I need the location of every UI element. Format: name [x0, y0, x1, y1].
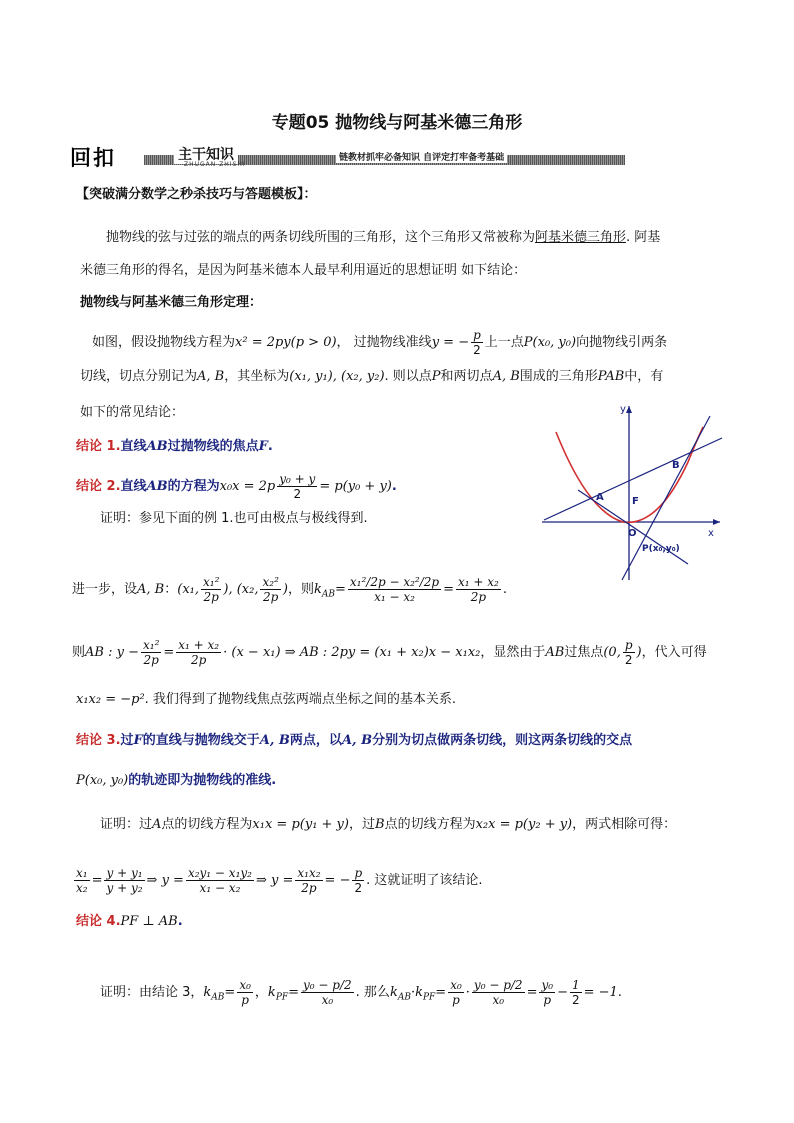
text: . [177, 914, 183, 929]
text: 如图，假设抛物线方程为 [92, 335, 236, 350]
label-p: P(x₀,y₀) [642, 544, 680, 554]
math: = [435, 985, 447, 1000]
conclusion-1 [76, 439, 273, 455]
setup-line-3: 如下的常见结论： [80, 405, 185, 420]
conclusion-label: 结论 3. [76, 733, 121, 748]
denominator: y + y₂ [106, 881, 143, 895]
proof-3 [100, 817, 676, 833]
subscript: AB [211, 992, 225, 1003]
banner-zhugan: 主干知识 [174, 144, 238, 164]
text: . 那么 [355, 985, 390, 1000]
text: . [502, 582, 507, 597]
math: AB [146, 439, 168, 454]
math: − [557, 985, 568, 1000]
text: 的轨迹即为抛物线的准线. [128, 773, 277, 788]
math: A, B [492, 369, 520, 384]
denominator: 2p [203, 590, 219, 604]
text: 中，有 [624, 369, 664, 384]
fraction [141, 638, 161, 667]
fraction [448, 978, 464, 1007]
conclusion-label: 结论 4. [76, 914, 121, 929]
math: ), (x₂, [223, 582, 259, 597]
text: ， [254, 985, 268, 1000]
denominator: p [452, 993, 460, 1007]
term: x₂²/2p [403, 575, 440, 589]
numerator: x₁ + x₂ [178, 638, 220, 652]
fraction [260, 575, 280, 604]
numerator: y₀ − p/2 [473, 978, 523, 992]
numerator: x₀ [450, 978, 462, 992]
math: ) [282, 582, 288, 597]
text: . [267, 439, 273, 454]
numerator: x₁ [76, 866, 88, 880]
math: F [133, 733, 143, 748]
math: ⇒ y = [146, 873, 184, 888]
math: F [258, 439, 268, 454]
intro-text: . 阿基 [626, 230, 661, 245]
fraction [301, 978, 354, 1007]
math: B [375, 817, 385, 832]
slope: k [389, 985, 398, 1000]
math: · [465, 985, 470, 1000]
label-f: F [632, 496, 639, 507]
math: = − [324, 873, 351, 888]
fraction [623, 638, 635, 667]
label-a: A [596, 492, 604, 503]
numerator: x₂y₁ − x₁y₂ [187, 866, 252, 880]
conclusion-2 [76, 472, 397, 501]
parabola-equation: x² = 2py(p > 0) [235, 335, 337, 350]
setup-line-1 [92, 328, 667, 357]
text: ， 过抛物线准线 [336, 335, 432, 350]
denominator: p [543, 993, 552, 1007]
text: ，显然由于 [480, 645, 546, 660]
subscript: PF [275, 992, 289, 1003]
subscript: AB [397, 992, 411, 1003]
denominator: x₀ [492, 993, 505, 1007]
y-axis-label: y [620, 404, 626, 415]
denominator: 2p [263, 590, 279, 604]
math: = [91, 873, 103, 888]
denominator: 2 [473, 343, 481, 357]
step-line [72, 575, 507, 604]
text: ： [164, 582, 178, 597]
slope: k [313, 582, 322, 597]
numerator: 1 [571, 978, 580, 992]
denominator: p [241, 993, 249, 1007]
fraction [104, 866, 144, 895]
slope: k [203, 985, 212, 1000]
section-header: 【突破满分数学之秒杀技巧与答题模板】： [76, 187, 317, 202]
fraction [570, 978, 582, 1007]
denominator: x₂ [76, 881, 88, 895]
math: = [443, 582, 454, 597]
fraction [471, 328, 483, 357]
math: = [288, 985, 300, 1000]
label-b: B [672, 460, 680, 471]
math: A, B [259, 733, 290, 748]
fraction [277, 472, 317, 501]
proof-4 [100, 978, 622, 1007]
conclusion-3-cont [76, 773, 276, 789]
point-p: P(x₀, y₀) [523, 335, 577, 350]
slope: k [415, 985, 423, 1000]
text: 证明：过 [100, 817, 153, 832]
numerator: p [624, 638, 633, 652]
text: . 我们得到了抛物线焦点弦两端点坐标之间的基本关系. [144, 692, 457, 707]
archimedes-link: 阿基米德三角形 [535, 230, 627, 245]
text: 进一步，设 [72, 582, 138, 597]
numerator: y₀ − p/2 [303, 978, 352, 992]
label-o: O [628, 528, 637, 539]
subscript: AB [321, 589, 335, 600]
math: = [526, 985, 538, 1000]
math: (0, [603, 645, 621, 660]
denominator: 2 [354, 881, 363, 895]
text: 证明：由结论 3， [100, 985, 204, 1000]
math: · (x − x₁) ⇒ AB : 2py = (x₁ + x₂)x − x₁x₂ [223, 645, 481, 660]
text: 上一点 [484, 335, 524, 350]
denominator: x₁ − x₂ [374, 590, 415, 604]
denominator: 2 [624, 653, 633, 667]
fraction [539, 978, 555, 1007]
fraction [176, 638, 221, 667]
text: 过焦点 [564, 645, 604, 660]
numerator: x₁² [142, 638, 160, 652]
conclusion-label: 结论 2. [76, 479, 121, 494]
numerator: y + y₁ [106, 866, 143, 880]
numerator: x₁²/2p − x₂²/2p [349, 575, 440, 589]
x-axis-label: x [708, 528, 714, 539]
numerator: x₁² [203, 575, 220, 589]
banner-huikou: 回扣 [70, 145, 116, 170]
math: AB [545, 645, 565, 660]
math: P [431, 369, 441, 384]
fraction [456, 575, 501, 604]
text: 点的切线方程为 [161, 817, 253, 832]
denominator: 2 [293, 487, 302, 501]
numerator: p [354, 866, 363, 880]
fraction [74, 866, 90, 895]
text: ，其坐标为 [224, 369, 290, 384]
intro-line-2: 米德三角形的得名，是因为阿基米德本人最早利用逼近的思想证明 如下结论： [80, 263, 527, 278]
math: P(x₀, y₀) [76, 773, 129, 788]
math: = [334, 582, 346, 597]
math: · [410, 985, 416, 1000]
text: 直线 [120, 439, 147, 454]
math: x₀x = 2p [219, 479, 276, 494]
theorem-title: 抛物线与阿基米德三角形定理： [80, 295, 263, 310]
text: 则 [72, 645, 86, 660]
math: x₁x = p(y₁ + y) [252, 817, 349, 832]
proof-3-equation [72, 866, 483, 895]
conclusion-4 [76, 914, 183, 930]
text: 向抛物线引两条 [576, 335, 668, 350]
math: A, B [137, 582, 165, 597]
math: ⇒ y = [255, 873, 294, 888]
math: (x₁, y₁), (x₂, y₂) [289, 369, 385, 384]
denominator: 2p [470, 590, 487, 604]
setup-line-2 [80, 369, 663, 385]
banner-slogan: 链教材抓牢必备知识 自评定打牢备考基础 [336, 150, 507, 163]
text: ，过 [348, 817, 375, 832]
text: 过 [120, 733, 134, 748]
text: 和两切点 [440, 369, 493, 384]
proof-2: 证明：参见下面的例 1.也可由极点与极线得到. [100, 511, 368, 526]
denominator: 2 [571, 993, 580, 1007]
denominator: 2p [191, 653, 207, 667]
y-axis-arrow [626, 406, 632, 413]
chord-ab [544, 438, 722, 520]
math: PAB [597, 369, 625, 384]
text: . 这就证明了该结论. [366, 873, 483, 888]
fraction [472, 978, 525, 1007]
math: AB [146, 479, 168, 494]
denominator: 2p [301, 881, 317, 895]
fraction [201, 575, 221, 604]
numerator: y₀ + y [279, 472, 316, 486]
denominator: 2p [143, 653, 159, 667]
fraction [186, 866, 254, 895]
math: AB : y − [85, 645, 139, 660]
math: A, B [341, 733, 373, 748]
intro-text: 抛物线的弦与过弦的端点的两条切线所围的三角形，这个三角形又常被称为 [106, 230, 536, 245]
subscript: PF [422, 992, 436, 1003]
text: 的方程为 [167, 479, 220, 494]
numerator: p [473, 328, 481, 342]
numerator: y₀ [541, 978, 554, 992]
math: ) [636, 645, 642, 660]
numerator: x₁ + x₂ [457, 575, 499, 589]
text: ，代入可得 [641, 645, 707, 660]
text: 过抛物线的焦点 [167, 439, 259, 454]
term: x₁²/2p [349, 575, 386, 589]
text: . 则以点 [384, 369, 432, 384]
x-axis-arrow [713, 519, 720, 525]
math: A, B [197, 369, 225, 384]
math: (x₁, [177, 582, 199, 597]
conclusion-label: 结论 1. [76, 439, 121, 454]
text: 直线 [120, 479, 147, 494]
text: 的直线与抛物线交于 [142, 733, 260, 748]
intro-line-1 [106, 230, 660, 246]
text: 点的切线方程为 [384, 817, 476, 832]
fraction [237, 978, 253, 1007]
text: ，则 [287, 582, 314, 597]
math: = p(y₀ + y) [319, 479, 392, 494]
math: PF ⊥ AB [120, 914, 178, 929]
math: = [163, 645, 175, 660]
slope: k [267, 985, 276, 1000]
numerator: x₁x₂ [297, 866, 321, 880]
text: 围成的三角形 [519, 369, 598, 384]
math: x₁x₂ = −p² [76, 692, 145, 707]
directrix: y = − [431, 335, 470, 350]
text: 两点，以 [289, 733, 342, 748]
line-ab-equation [72, 638, 707, 667]
numerator: x₂² [262, 575, 279, 589]
text: ，两式相除可得： [572, 817, 677, 832]
banner-pinyin: ZHUGAN ZHISHI [184, 161, 246, 168]
denominator: x₁ − x₂ [199, 881, 241, 895]
denominator: x₀ [321, 993, 334, 1007]
relation-line [76, 692, 456, 708]
fraction [295, 866, 322, 895]
math: x₂x = p(y₂ + y) [475, 817, 573, 832]
math: = [224, 985, 236, 1000]
text: 分别为切点做两条切线，则这两条切线的交点 [372, 733, 633, 748]
math: A [152, 817, 162, 832]
math: = −1. [583, 985, 622, 1000]
conclusion-3 [76, 733, 632, 749]
parabola-diagram [538, 402, 724, 582]
text: . [391, 479, 397, 494]
page-title: 专题05 抛物线与阿基米德三角形 [271, 113, 523, 133]
section-banner [70, 147, 625, 169]
fraction [348, 575, 441, 604]
text: 切线，切点分别记为 [80, 369, 198, 384]
fraction [352, 866, 364, 895]
numerator: x₀ [239, 978, 251, 992]
